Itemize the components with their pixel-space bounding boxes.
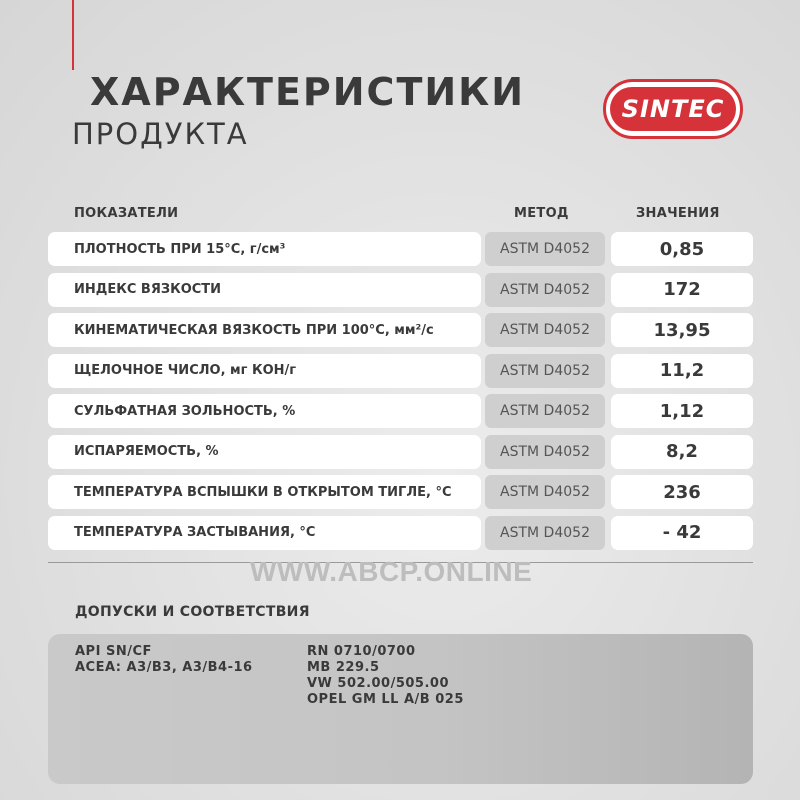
cell-value: - 42 xyxy=(611,516,753,550)
cell-param: КИНЕМАТИЧЕСКАЯ ВЯЗКОСТЬ ПРИ 100°С, мм²/с xyxy=(48,313,481,347)
cell-value: 8,2 xyxy=(611,435,753,469)
approval-item: MB 229.5 xyxy=(307,660,380,675)
watermark: WWW.ABCP.ONLINE xyxy=(250,556,533,587)
column-header-value: ЗНАЧЕНИЯ xyxy=(636,206,720,221)
approvals-title: ДОПУСКИ И СООТВЕТСТВИЯ xyxy=(75,604,310,620)
cell-value: 11,2 xyxy=(611,354,753,388)
cell-method: ASTM D4052 xyxy=(485,394,605,428)
table-row xyxy=(48,516,753,550)
approvals-left-column xyxy=(75,644,253,676)
cell-value: 172 xyxy=(611,273,753,307)
cell-method: ASTM D4052 xyxy=(485,354,605,388)
accent-line xyxy=(72,0,74,70)
approval-item: RN 0710/0700 xyxy=(307,644,416,659)
cell-param: СУЛЬФАТНАЯ ЗОЛЬНОСТЬ, % xyxy=(48,394,481,428)
cell-param: ИНДЕКС ВЯЗКОСТИ xyxy=(48,273,481,307)
approval-item: OPEL GM LL A/B 025 xyxy=(307,692,464,707)
cell-param: ЩЕЛОЧНОЕ ЧИСЛО, мг КОН/г xyxy=(48,354,481,388)
table-row xyxy=(48,394,753,428)
approvals-right-column xyxy=(307,644,464,708)
cell-method: ASTM D4052 xyxy=(485,273,605,307)
cell-value: 236 xyxy=(611,475,753,509)
page-title: ХАРАКТЕРИСТИКИ xyxy=(90,70,526,114)
column-header-method: МЕТОД xyxy=(514,206,569,221)
table-row xyxy=(48,435,753,469)
page-subtitle: ПРОДУКТА xyxy=(72,117,249,151)
cell-method: ASTM D4052 xyxy=(485,475,605,509)
cell-value: 1,12 xyxy=(611,394,753,428)
cell-param: ИСПАРЯЕМОСТЬ, % xyxy=(48,435,481,469)
cell-param: ПЛОТНОСТЬ ПРИ 15°С, г/см³ xyxy=(48,232,481,266)
table-row xyxy=(48,354,753,388)
cell-param: ТЕМПЕРАТУРА ВСПЫШКИ В ОТКРЫТОМ ТИГЛЕ, °С xyxy=(48,475,481,509)
approval-item: API SN/CF xyxy=(75,644,152,659)
table-row xyxy=(48,232,753,266)
approval-item: VW 502.00/505.00 xyxy=(307,676,450,691)
cell-method: ASTM D4052 xyxy=(485,516,605,550)
table-row xyxy=(48,273,753,307)
cell-value: 0,85 xyxy=(611,232,753,266)
table-row xyxy=(48,313,753,347)
cell-method: ASTM D4052 xyxy=(485,435,605,469)
logo-text: SINTEC xyxy=(610,87,736,131)
cell-method: ASTM D4052 xyxy=(485,232,605,266)
cell-method: ASTM D4052 xyxy=(485,313,605,347)
column-header-param: ПОКАЗАТЕЛИ xyxy=(74,206,179,221)
table-row xyxy=(48,475,753,509)
approval-item: ACEA: A3/B3, A3/B4-16 xyxy=(75,660,253,675)
cell-param: ТЕМПЕРАТУРА ЗАСТЫВАНИЯ, °С xyxy=(48,516,481,550)
sintec-logo xyxy=(603,79,743,139)
cell-value: 13,95 xyxy=(611,313,753,347)
